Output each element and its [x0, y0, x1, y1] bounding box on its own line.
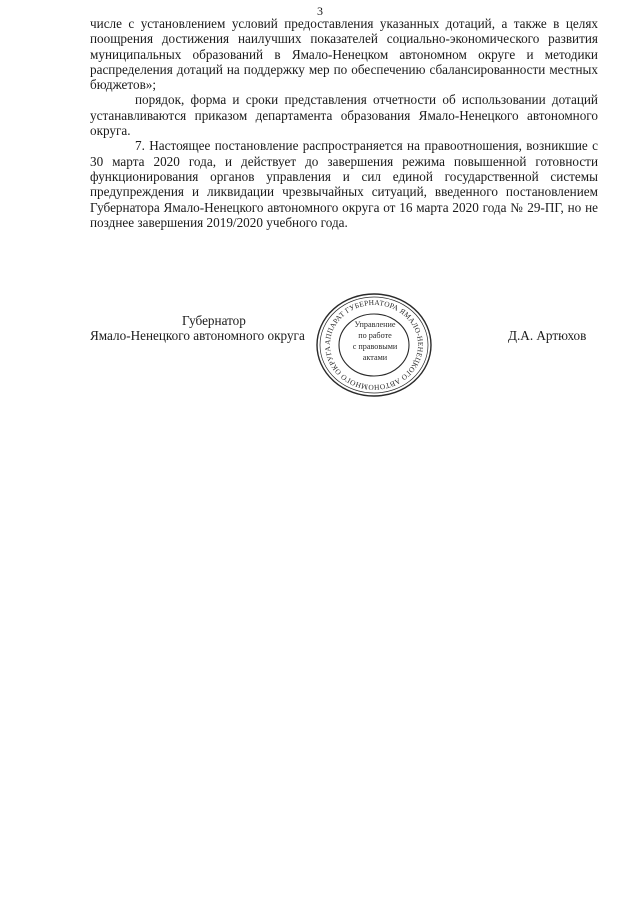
page-number: 3 — [317, 4, 323, 18]
document-body — [90, 16, 598, 230]
paragraph-reporting: порядок, форма и сроки представления отчетности об использовании дотаций устанавливаются приказом департамента образования Ямало-Ненецкого автономного округа. — [90, 92, 598, 139]
seal-ring-text: АППАРАТ ГУБЕРНАТОРА ЯМАЛО-НЕНЕЦКОГО АВТОНОМНОГО ОКРУГА — [322, 297, 426, 393]
official-seal — [314, 292, 434, 398]
seal-line-2: по работе — [358, 331, 392, 340]
paragraph-item-7: 7. Настоящее постановление распространяется на правоотношения, возникшие с 30 марта 2020 года, и действует до завершения режима повышенной готовности функционирования органов управления и сил единой государственной системы предупреждения и ликвидации чрезвычайных ситуаций, введенного постановлением Губернатора Ямало-Ненецкого автономного округа от 16 марта 2020 года № 29-ПГ, но не позднее завершения 2019/2020 учебного года. — [90, 138, 598, 230]
seal-line-3: с правовыми — [352, 342, 398, 351]
signatory-name: Д.А. Артюхов — [508, 328, 587, 343]
seal-line-4: актами — [362, 353, 388, 362]
signatory-organization: Ямало-Ненецкого автономного округа — [90, 328, 305, 343]
paragraph-continuation: числе с установлением условий предоставления указанных дотаций, а также в целях поощрения достижения наилучших показателей социально-экономического развития муниципальных образований в Ямало-Ненецком автономном округе и методики распределения дотаций на поддержку мер по обеспечению сбалансированности местных бюджетов»; — [90, 16, 598, 93]
signatory-title: Губернатор — [182, 313, 246, 328]
seal-line-1: Управление — [354, 320, 396, 329]
